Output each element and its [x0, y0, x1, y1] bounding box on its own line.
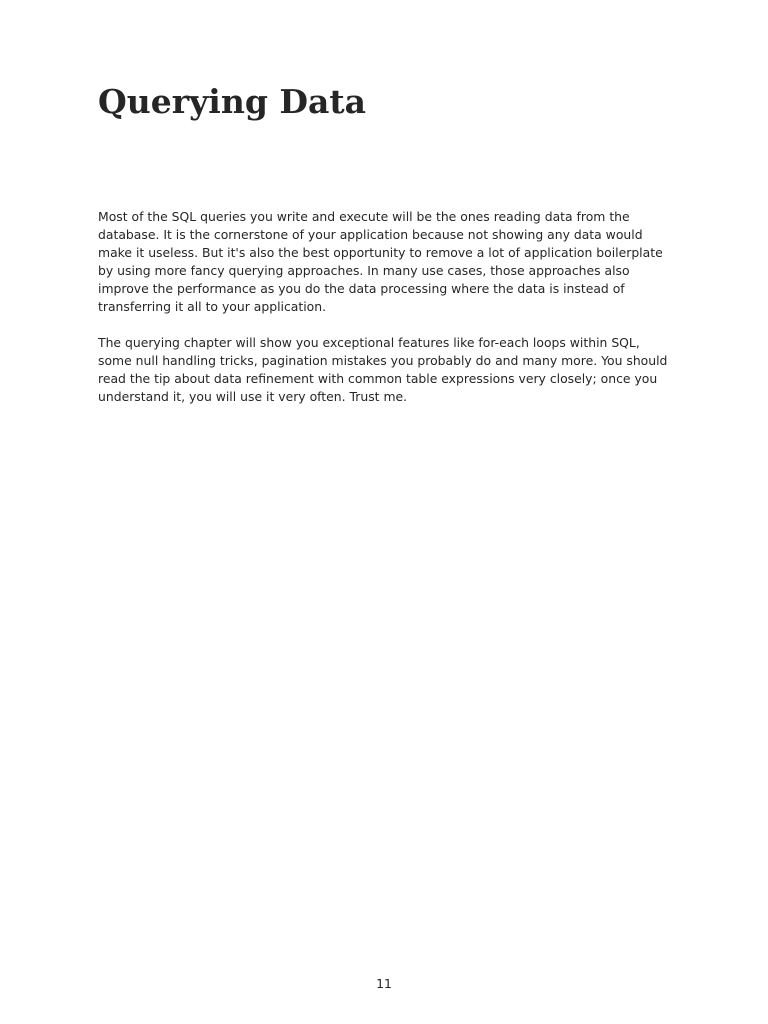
intro-paragraph-1: Most of the SQL queries you write and execute will be the ones reading data from the database. It is the cornerstone of your application because not showing any data would make it useless. But it's also the best opportunity to remove a lot of application boilerplate by using more fancy querying approaches. In many use cases, those approaches also improve the performance as you do the data processing where the data is instead of transferring it all to your application.: [98, 209, 663, 314]
page-number: 11: [376, 976, 392, 991]
chapter-title: Querying Data: [98, 82, 367, 121]
chapter-intro: [98, 208, 670, 424]
intro-paragraph-2: The querying chapter will show you exceptional features like for-each loops within SQL, some null handling tricks, pagination mistakes you probably do and many more. You should read the tip about data refinement with common table expressions very closely; once you understand it, you will use it very often. Trust me.: [98, 335, 668, 404]
